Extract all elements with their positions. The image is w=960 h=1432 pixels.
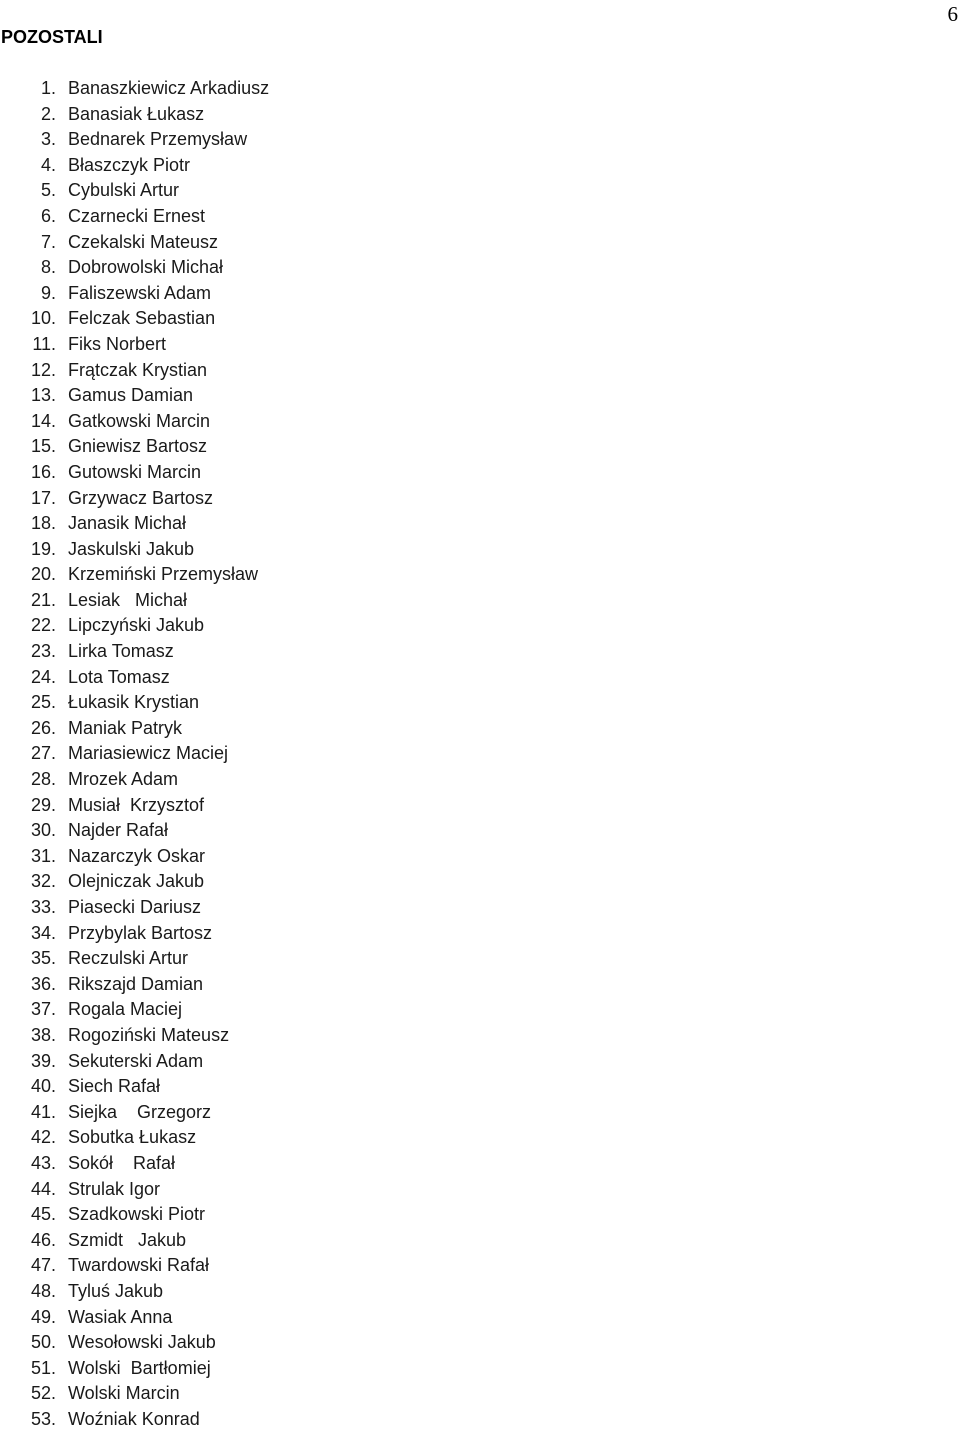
list-item-number: 9. xyxy=(40,282,56,303)
list-item-name: Grzywacz Bartosz xyxy=(68,487,214,508)
list-item-number: 43. xyxy=(30,1152,56,1173)
list-item-name: Mariasiewicz Maciej xyxy=(68,743,229,764)
list-item-name: Rogala Maciej xyxy=(68,999,183,1020)
list-item-number: 21. xyxy=(30,589,56,610)
list-item-number: 37. xyxy=(30,999,56,1020)
list-item-name: Siejka Grzegorz xyxy=(68,1101,212,1122)
list-item-number: 33. xyxy=(30,897,56,917)
list-item-name: Janasik Michał xyxy=(68,513,187,534)
list-item-number: 22. xyxy=(30,615,56,636)
list-item-number: 4. xyxy=(40,154,56,175)
list-item-name: Lipczyński Jakub xyxy=(68,615,205,636)
list-item-number: 1. xyxy=(40,78,56,98)
list-item-number: 52. xyxy=(30,1383,56,1404)
list-item-name: Sekuterski Adam xyxy=(68,1050,204,1071)
list-item-number: 15. xyxy=(30,436,56,457)
list-item-number: 30. xyxy=(30,820,56,841)
list-item-number: 29. xyxy=(30,794,56,815)
list-item-name: Czarnecki Ernest xyxy=(68,205,206,226)
list-item-name: Tyluś Jakub xyxy=(68,1280,164,1301)
list-item-number: 35. xyxy=(30,948,56,969)
list-item-name: Sokół Rafał xyxy=(68,1152,176,1173)
list-item-name: Przybylak Bartosz xyxy=(68,922,213,943)
list-item-name: Strulak Igor xyxy=(68,1178,161,1199)
list-item-number: 11. xyxy=(32,333,56,354)
list-item-name: Lota Tomasz xyxy=(68,666,170,687)
list-item-number: 7. xyxy=(40,231,56,252)
list-item-name: Lirka Tomasz xyxy=(68,641,174,662)
list-item-name: Maniak Patryk xyxy=(68,717,183,738)
list-item-name: Twardowski Rafał xyxy=(68,1255,210,1276)
section-heading: POZOSTALI xyxy=(1,27,103,47)
list-item-number: 23. xyxy=(30,641,56,662)
list-item-name: Łukasik Krystian xyxy=(68,692,200,713)
list-item-name: Jaskulski Jakub xyxy=(68,538,195,559)
list-item-name: Banaszkiewicz Arkadiusz xyxy=(68,78,270,98)
list-item-number: 12. xyxy=(30,359,56,380)
list-item-name: Woźniak Konrad xyxy=(68,1408,200,1429)
list-item-name: Musiał Krzysztof xyxy=(68,794,205,815)
list-item-number: 51. xyxy=(30,1357,56,1378)
list-item-name: Rikszajd Damian xyxy=(68,973,204,994)
page-number: 6 xyxy=(947,2,958,26)
list-item-name: Szmidt Jakub xyxy=(68,1229,187,1250)
list-item-number: 16. xyxy=(30,461,56,482)
list-item-name: Banasiak Łukasz xyxy=(68,103,205,124)
list-item-name: Nazarczyk Oskar xyxy=(68,845,206,866)
list-item-name: Cybulski Artur xyxy=(68,180,180,201)
list-item-name: Felczak Sebastian xyxy=(68,308,216,329)
list-item-number: 38. xyxy=(30,1024,56,1045)
list-item-number: 10. xyxy=(30,308,56,329)
list-item-name: Błaszczyk Piotr xyxy=(68,154,191,175)
list-item-name: Sobutka Łukasz xyxy=(68,1127,197,1148)
list-item-number: 42. xyxy=(30,1127,56,1148)
list-item-number: 18. xyxy=(30,513,56,534)
list-item-name: Siech Rafał xyxy=(68,1076,161,1097)
list-item-name: Gatkowski Marcin xyxy=(68,410,211,431)
list-item-number: 2. xyxy=(40,103,56,124)
list-item-number: 14. xyxy=(30,410,56,431)
list-item-number: 44. xyxy=(30,1178,56,1199)
list-item-number: 19. xyxy=(30,538,56,559)
list-item-number: 3. xyxy=(40,129,56,150)
list-item-number: 36. xyxy=(30,973,56,994)
list-item-name: Szadkowski Piotr xyxy=(68,1204,206,1225)
list-item-name: Gutowski Marcin xyxy=(68,461,202,482)
list-item-number: 46. xyxy=(30,1229,56,1250)
list-item-number: 5. xyxy=(40,180,56,201)
list-item-name: Najder Rafał xyxy=(68,820,169,841)
list-item-name: Wolski Marcin xyxy=(68,1383,180,1404)
list-item-name: Reczulski Artur xyxy=(68,948,189,969)
list-item-name: Piasecki Dariusz xyxy=(68,897,202,917)
list-item-name: Wolski Bartłomiej xyxy=(68,1357,211,1378)
list-item-number: 39. xyxy=(30,1050,56,1071)
list-item-name: Olejniczak Jakub xyxy=(68,871,205,892)
list-item-number: 41. xyxy=(30,1101,56,1122)
list-item-name: Gamus Damian xyxy=(68,385,194,406)
list-item-name: Rogoziński Mateusz xyxy=(68,1024,230,1045)
list-item-name: Faliszewski Adam xyxy=(68,282,212,303)
list-item-number: 20. xyxy=(30,564,56,585)
list-item-name: Gniewisz Bartosz xyxy=(68,436,208,457)
list-item-name: Wasiak Anna xyxy=(68,1306,173,1327)
list-item-number: 49. xyxy=(30,1306,56,1327)
list-item-number: 25. xyxy=(30,692,56,713)
list-item-name: Bednarek Przemysław xyxy=(68,129,248,150)
list-item-name: Frątczak Krystian xyxy=(68,359,208,380)
list-item-number: 50. xyxy=(30,1332,56,1353)
list-item-number: 47. xyxy=(30,1255,56,1276)
list-item-number: 8. xyxy=(40,257,56,278)
list-item-number: 17. xyxy=(30,487,56,508)
list-item-name: Krzemiński Przemysław xyxy=(68,564,259,585)
list-item-name: Dobrowolski Michał xyxy=(68,257,224,278)
list-item-number: 48. xyxy=(30,1280,56,1301)
list-item-name: Fiks Norbert xyxy=(68,333,167,354)
list-item-name: Czekalski Mateusz xyxy=(68,231,219,252)
list-item-name: Lesiak Michał xyxy=(68,589,188,610)
list-item-name: Mrozek Adam xyxy=(68,769,179,790)
list-item-number: 26. xyxy=(30,717,56,738)
list-item-number: 40. xyxy=(30,1076,56,1097)
list-item-name: Wesołowski Jakub xyxy=(68,1332,216,1353)
list-item-number: 28. xyxy=(30,769,56,790)
list-item-number: 45. xyxy=(30,1204,56,1225)
list-item-number: 24. xyxy=(30,666,56,687)
list-item-number: 6. xyxy=(40,205,56,226)
list-item-number: 53. xyxy=(30,1408,56,1429)
list-item-number: 34. xyxy=(30,922,56,943)
list-item-number: 27. xyxy=(30,743,56,764)
list-item-number: 13. xyxy=(30,385,56,406)
list-item-number: 32. xyxy=(30,871,56,892)
list-item-number: 31. xyxy=(30,845,56,866)
